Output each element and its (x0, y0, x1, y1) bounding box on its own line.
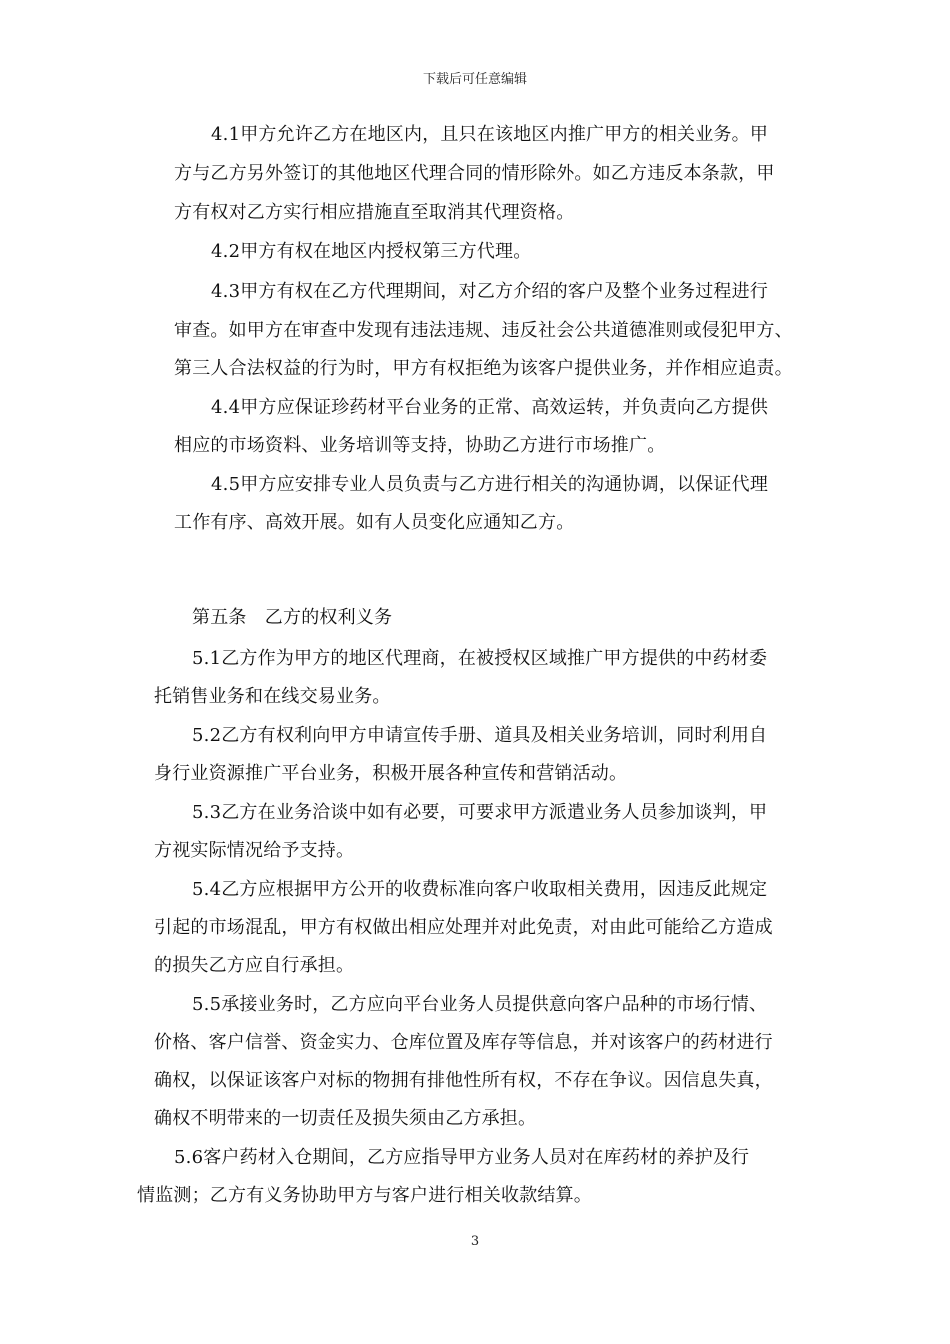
paragraph-line: 价格、客户信誉、资金实力、仓库位置及库存等信息，并对该客户的药材进行 (154, 1032, 773, 1053)
paragraph-line: 5.3乙方在业务洽谈中如有必要，可要求甲方派遣业务人员参加谈判，甲 (192, 802, 768, 823)
paragraph-line: 4.1甲方允许乙方在地区内，且只在该地区内推广甲方的相关业务。甲 (211, 124, 769, 145)
paragraph-line: 5.2乙方有权利向甲方申请宣传手册、道具及相关业务培训，同时利用自 (192, 725, 768, 746)
paragraph-line: 审查。如甲方在审查中发现有违法违规、违反社会公共道德准则或侵犯甲方、 (174, 320, 793, 341)
paragraph-line: 4.3甲方有权在乙方代理期间，对乙方介绍的客户及整个业务过程进行 (211, 281, 769, 302)
paragraph-line: 确权不明带来的一切责任及损失须由乙方承担。 (154, 1108, 537, 1129)
paragraph-line: 4.4甲方应保证珍药材平台业务的正常、高效运转，并负责向乙方提供 (211, 397, 769, 418)
page-number: 3 (470, 1234, 480, 1249)
paragraph-line: 5.6客户药材入仓期间，乙方应指导甲方业务人员对在库药材的养护及行 (174, 1147, 750, 1168)
paragraph-line: 确权，以保证该客户对标的物拥有排他性所有权，不存在争议。因信息失真， (154, 1070, 773, 1091)
paragraph-line: 工作有序、高效开展。如有人员变化应通知乙方。 (174, 512, 575, 533)
paragraph-line: 5.1乙方作为甲方的地区代理商，在被授权区域推广甲方提供的中药材委 (192, 648, 768, 669)
paragraph-line: 引起的市场混乱，甲方有权做出相应处理并对此免责，对由此可能给乙方造成 (154, 917, 773, 938)
paragraph-line: 第三人合法权益的行为时，甲方有权拒绝为该客户提供业务，并作相应追责。 (174, 358, 793, 379)
paragraph-line: 方视实际情况给予支持。 (154, 840, 355, 861)
paragraph-line: 4.5甲方应安排专业人员负责与乙方进行相关的沟通协调，以保证代理 (211, 474, 769, 495)
paragraph-line: 托销售业务和在线交易业务。 (154, 686, 391, 707)
section-heading: 第五条 乙方的权利义务 (192, 607, 393, 628)
paragraph-line: 方有权对乙方实行相应措施直至取消其代理资格。 (174, 202, 575, 223)
page-header: 下载后可任意编辑 (422, 72, 527, 87)
paragraph-line: 4.2甲方有权在地区内授权第三方代理。 (211, 241, 532, 262)
paragraph-line: 5.4乙方应根据甲方公开的收费标准向客户收取相关费用，因违反此规定 (192, 879, 768, 900)
paragraph-line: 相应的市场资料、业务培训等支持，协助乙方进行市场推广。 (174, 435, 666, 456)
paragraph-line: 情监测；乙方有义务协助甲方与客户进行相关收款结算。 (137, 1185, 592, 1206)
paragraph-line: 身行业资源推广平台业务，积极开展各种宣传和营销活动。 (154, 763, 628, 784)
paragraph-line: 的损失乙方应自行承担。 (154, 955, 355, 976)
paragraph-line: 方与乙方另外签订的其他地区代理合同的情形除外。如乙方违反本条款，甲 (174, 163, 775, 184)
paragraph-line: 5.5承接业务时，乙方应向平台业务人员提供意向客户品种的市场行情、 (192, 994, 768, 1015)
